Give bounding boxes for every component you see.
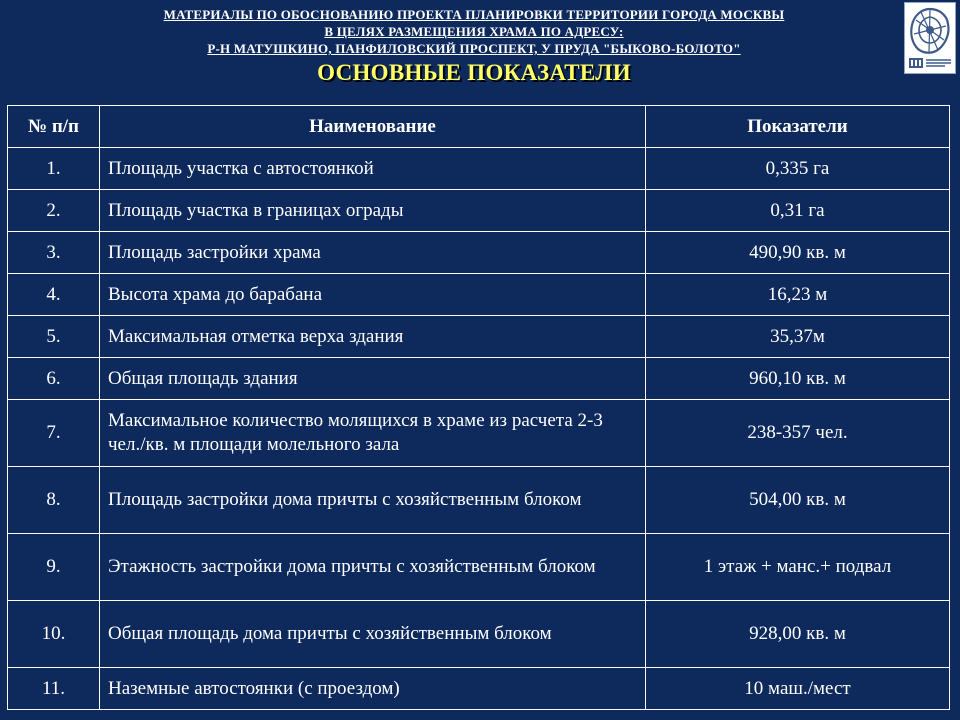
row-name: Площадь застройки храма	[100, 232, 646, 274]
table-row	[8, 316, 950, 358]
row-number: 11.	[8, 668, 100, 710]
row-number: 8.	[8, 467, 100, 534]
column-header-number: № п/п	[8, 106, 100, 148]
row-number: 1.	[8, 148, 100, 190]
row-value: 10 маш./мест	[646, 668, 950, 710]
row-name: Площадь участка в границах ограды	[100, 190, 646, 232]
row-value: 238-357 чел.	[646, 400, 950, 467]
row-value: 35,37м	[646, 316, 950, 358]
row-value: 1 этаж + манс.+ подвал	[646, 534, 950, 601]
row-value: 16,23 м	[646, 274, 950, 316]
table-row	[8, 400, 950, 467]
row-value: 0,31 га	[646, 190, 950, 232]
city-map-logo-icon	[904, 2, 956, 74]
table-row	[8, 190, 950, 232]
page-title: ОСНОВНЫЕ ПОКАЗАТЕЛИ	[317, 60, 631, 85]
table-row	[8, 601, 950, 668]
row-value: 0,335 га	[646, 148, 950, 190]
row-number: 6.	[8, 358, 100, 400]
table-row	[8, 274, 950, 316]
row-value: 504,00 кв. м	[646, 467, 950, 534]
table-header-row	[8, 106, 950, 148]
row-name: Общая площадь дома причты с хозяйственным блоком	[100, 601, 646, 668]
row-number: 7.	[8, 400, 100, 467]
column-header-name: Наименование	[100, 106, 646, 148]
row-name: Площадь застройки дома причты с хозяйственным блоком	[100, 467, 646, 534]
row-number: 9.	[8, 534, 100, 601]
table-row	[8, 534, 950, 601]
indicators-table	[7, 105, 950, 710]
row-number: 4.	[8, 274, 100, 316]
row-value: 490,90 кв. м	[646, 232, 950, 274]
header-line-3: Р-Н МАТУШКИНО, ПАНФИЛОВСКИЙ ПРОСПЕКТ, У ПРУДА "БЫКОВО-БОЛОТО"	[207, 41, 741, 56]
table-row	[8, 358, 950, 400]
row-number: 5.	[8, 316, 100, 358]
row-name: Этажность застройки дома причты с хозяйственным блоком	[100, 534, 646, 601]
table-row	[8, 232, 950, 274]
row-name: Общая площадь здания	[100, 358, 646, 400]
row-name: Максимальная отметка верха здания	[100, 316, 646, 358]
header-line-1: МАТЕРИАЛЫ ПО ОБОСНОВАНИЮ ПРОЕКТА ПЛАНИРОВКИ ТЕРРИТОРИИ ГОРОДА МОСКВЫ	[163, 7, 785, 22]
table-row	[8, 467, 950, 534]
row-value: 960,10 кв. м	[646, 358, 950, 400]
row-number: 2.	[8, 190, 100, 232]
column-header-value: Показатели	[646, 106, 950, 148]
row-name: Максимальное количество молящихся в храме из расчета 2-3 чел./кв. м площади молельного зала	[100, 400, 646, 467]
table-row	[8, 668, 950, 710]
row-name: Площадь участка с автостоянкой	[100, 148, 646, 190]
logo-graphic	[905, 3, 955, 73]
row-number: 10.	[8, 601, 100, 668]
header-line-2: В ЦЕЛЯХ РАЗМЕЩЕНИЯ ХРАМА ПО АДРЕСУ:	[324, 24, 624, 39]
row-name: Высота храма до барабана	[100, 274, 646, 316]
row-name: Наземные автостоянки (с проездом)	[100, 668, 646, 710]
row-value: 928,00 кв. м	[646, 601, 950, 668]
table-row	[8, 148, 950, 190]
slide-header	[0, 6, 948, 87]
row-number: 3.	[8, 232, 100, 274]
